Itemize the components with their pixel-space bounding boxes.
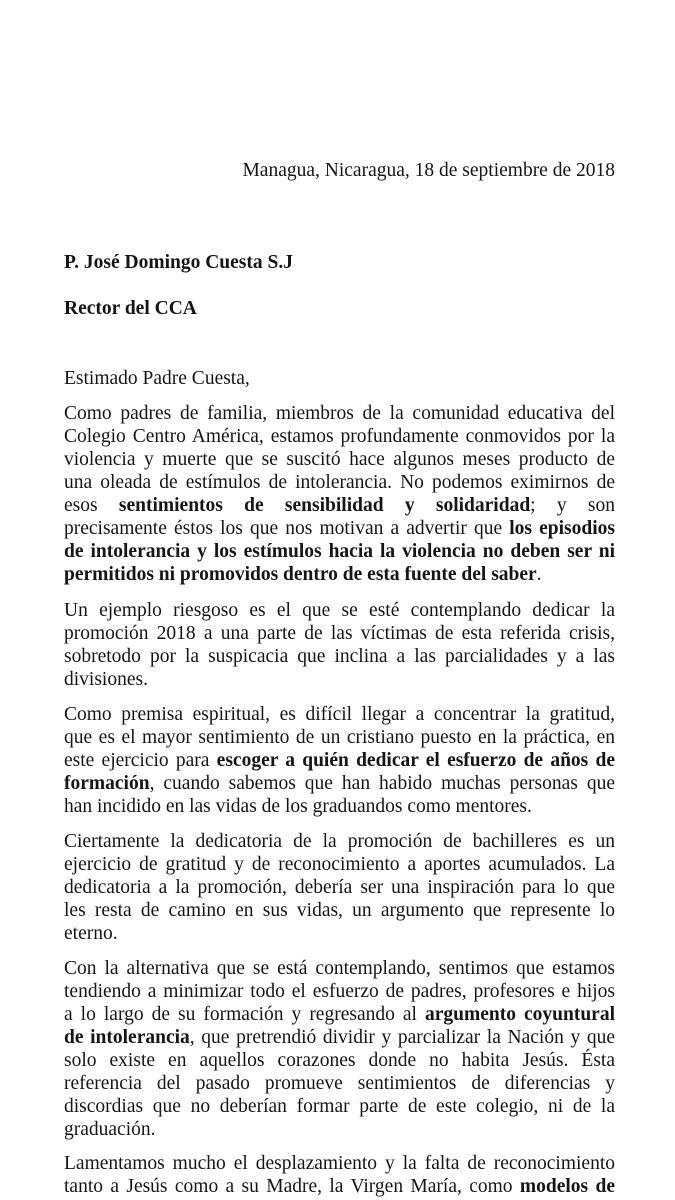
text-line [64, 517, 615, 540]
text-run: solo existe en aquellos corazones donde no habita Jesús. Ésta [64, 1050, 615, 1071]
text-run: sobretodo por la suspicacia que inclina a las parcialidades y a las [64, 646, 615, 667]
text-line [64, 448, 615, 471]
text-run: divisiones. [64, 669, 148, 690]
paragraph-1 [64, 402, 615, 586]
recipient-name: P. José Domingo Cuesta S.J [64, 252, 293, 273]
bold-text: modelos de [519, 1176, 615, 1197]
text-run: esos [64, 495, 119, 516]
text-line [64, 471, 615, 494]
text-line [64, 1026, 615, 1049]
text-run: una oleada de estímulos de intolerancia. No podemos eximirnos de [64, 472, 615, 493]
text-line [64, 1072, 615, 1095]
text-run: violencia y muerte que se suscitó hace algunos meses producto de [64, 449, 615, 470]
text-line [64, 494, 615, 517]
text-run: Ciertamente la dedicatoria de la promoción de bachilleres es un [64, 831, 615, 852]
text-line [64, 1049, 615, 1072]
text-line [64, 402, 615, 425]
text-line [64, 899, 615, 922]
text-run: promoción 2018 a una parte de las víctimas de esta referida crisis, [64, 623, 615, 644]
paragraph-3 [64, 703, 615, 818]
paragraph-5 [64, 957, 615, 1141]
text-line [64, 622, 615, 645]
text-line [64, 1152, 615, 1175]
text-run: Colegio Centro América, estamos profundamente conmovidos por la [64, 426, 615, 447]
text-line [64, 1095, 615, 1118]
text-run: tendiendo a minimizar todo el esfuerzo de padres, profesores e hijos [64, 981, 615, 1002]
text-run: les resta de camino en sus vidas, un argumento que represente lo [64, 900, 615, 921]
text-line [64, 1118, 615, 1141]
text-run: a lo largo de su formación y regresando al [64, 1004, 425, 1025]
bold-text: los episodios [509, 518, 615, 539]
text-line [64, 645, 615, 668]
text-run: Como premisa espiritual, es difícil llegar a concentrar la gratitud, [64, 704, 615, 725]
text-run: ejercicio de gratitud y de reconocimiento a aportes acumulados. La [64, 854, 615, 875]
text-run: Lamentamos mucho el desplazamiento y la falta de reconocimiento [64, 1153, 615, 1174]
text-run: este ejercicio para [64, 750, 217, 771]
text-run: tanto a Jesús como a su Madre, la Virgen María, como [64, 1176, 520, 1197]
letter-date: Managua, Nicaragua, 18 de septiembre de 2018 [242, 160, 615, 181]
text-line [64, 957, 615, 980]
text-line [64, 1175, 615, 1198]
text-line [64, 853, 615, 876]
text-line [64, 425, 615, 448]
text-run: . [536, 564, 542, 585]
text-run: Como padres de familia, miembros de la comunidad educativa del [64, 403, 615, 424]
text-run: precisamente éstos los que nos motivan a advertir que [64, 518, 510, 539]
text-run: dedicatoria a la promoción, debería ser una inspiración para lo que [64, 877, 615, 898]
text-run: que es el mayor sentimiento de un cristiano puesto en la práctica, en [64, 727, 615, 748]
bold-text: de intolerancia y los estímulos hacia la violencia no deben ser ni [64, 541, 615, 562]
text-line [64, 922, 615, 945]
bold-text: argumento coyuntural [424, 1004, 615, 1025]
text-line [64, 876, 615, 899]
bold-text: sentimientos de sensibilidad y solidaridad [118, 495, 531, 516]
text-run: , cuando sabemos que han habido muchas personas que [149, 773, 615, 794]
text-run: han incidido en las vidas de los graduandos como mentores. [64, 796, 532, 817]
text-run: discordias que no deberían formar parte de este colegio, ni de la [64, 1096, 615, 1117]
text-run: ; y son [530, 495, 615, 516]
text-line [64, 563, 615, 586]
text-line [64, 749, 615, 772]
recipient-title: Rector del CCA [64, 298, 197, 319]
bold-text: permitidos ni promovidos dentro de esta fuente del saber [64, 564, 537, 585]
bold-text: escoger a quién dedicar el esfuerzo de años de [216, 750, 615, 771]
text-line [64, 795, 615, 818]
text-run: Un ejemplo riesgoso es el que se esté contemplando dedicar la [64, 600, 615, 621]
text-line [64, 1003, 615, 1026]
bold-text: formación [64, 773, 150, 794]
text-line [64, 772, 615, 795]
bold-text: de intolerancia [64, 1027, 190, 1048]
text-run: , que pretrendió dividir y parcializar la Nación y que [189, 1027, 615, 1048]
text-run: graduación. [64, 1119, 156, 1140]
text-line [64, 830, 615, 853]
paragraph-2 [64, 599, 615, 691]
paragraph-4 [64, 830, 615, 945]
text-line [64, 540, 615, 563]
salutation: Estimado Padre Cuesta, [64, 368, 250, 389]
paragraph-6 [64, 1152, 615, 1198]
text-run: eterno. [64, 923, 118, 944]
text-line [64, 703, 615, 726]
text-line [64, 980, 615, 1003]
text-line [64, 726, 615, 749]
text-line [64, 599, 615, 622]
text-run: referencia del pasado promueve sentimientos de diferencias y [64, 1073, 615, 1094]
text-line [64, 668, 615, 691]
text-run: Con la alternativa que se está contemplando, sentimos que estamos [64, 958, 615, 979]
